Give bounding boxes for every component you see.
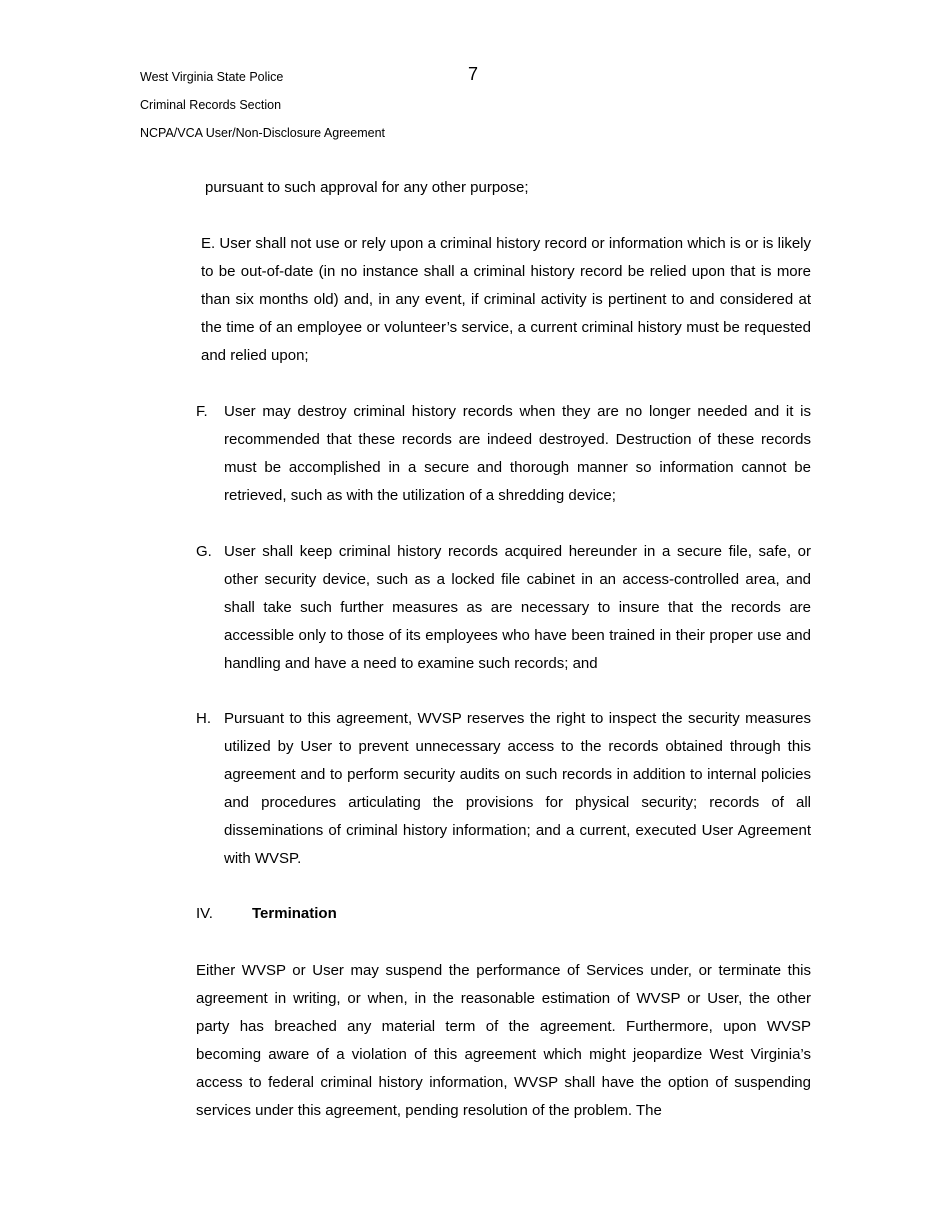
list-item-f bbox=[196, 398, 811, 510]
list-item-g bbox=[196, 538, 811, 678]
list-item-text: Pursuant to this agreement, WVSP reserves the right to inspect the security measures utilized by User to prevent unnecessary access to the records obtained through this agreement and to perform security audits on such records in addition to internal policies and procedures articulating the provisions for physical security; records of all disseminations of criminal history information; and a current, executed User Agreement with WVSP. bbox=[224, 710, 811, 867]
header-agency: West Virginia State Police bbox=[140, 70, 284, 84]
section-number: IV. bbox=[196, 905, 213, 922]
continuation-text: pursuant to such approval for any other purpose; bbox=[205, 179, 529, 196]
list-item-text: User shall keep criminal history records acquired hereunder in a secure file, safe, or other security device, such as a locked file cabinet in an access-controlled area, and shall take such further measures as are necessary to insure that the records are accessible only to those of its employees who have been trained in their proper use and handling and have a need to examine such records; and bbox=[224, 543, 811, 672]
list-item-text: User may destroy criminal history records when they are no longer needed and it is recommended that these records are indeed destroyed. Destruction of these records must be accomplished in a secure and thorough manner so information cannot be retrieved, such as with the utilization of a shredding device; bbox=[224, 403, 811, 504]
list-marker: F. bbox=[196, 403, 208, 420]
termination-paragraph: Either WVSP or User may suspend the performance of Services under, or terminate this agreement in writing, or when, in the reasonable estimation of WVSP or User, the other party has breached any material term of the agreement. Furthermore, upon WVSP becoming aware of a violation of this agreement which might jeopardize West Virginia’s access to federal criminal history information, WVSP shall have the option of suspending services under this agreement, pending resolution of the problem. The bbox=[196, 962, 811, 1119]
list-item-e: E. User shall not use or rely upon a criminal history record or information which is or is likely to be out-of-date (in no instance shall a criminal history record be relied upon that is more than six months old) and, in any event, if criminal activity is pertinent to and considered at the time of an employee or volunteer’s service, a current criminal history must be requested and relied upon; bbox=[201, 235, 811, 364]
list-item-h bbox=[196, 705, 811, 873]
section-title: Termination bbox=[252, 905, 337, 922]
header-agreement: NCPA/VCA User/Non-Disclosure Agreement bbox=[140, 126, 385, 140]
header-section: Criminal Records Section bbox=[140, 98, 282, 112]
list-marker: G. bbox=[196, 543, 212, 560]
page-number: 7 bbox=[468, 64, 479, 84]
list-marker: H. bbox=[196, 710, 211, 727]
